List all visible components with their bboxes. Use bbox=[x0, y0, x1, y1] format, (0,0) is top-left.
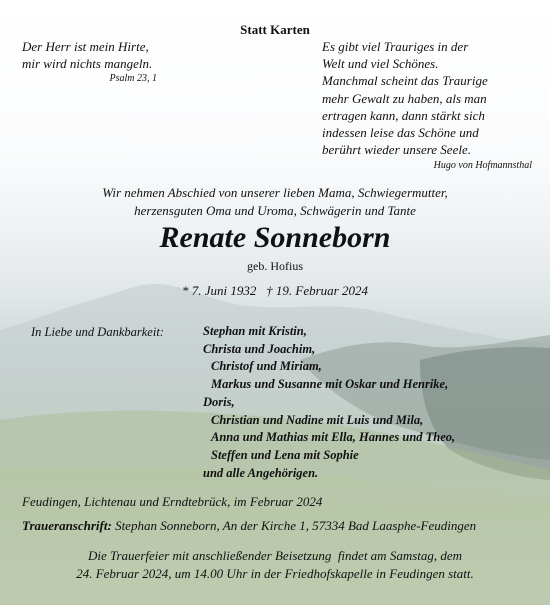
address-label: Traueranschrift: bbox=[22, 518, 112, 533]
mourners-list bbox=[203, 323, 455, 482]
intro-line: Wir nehmen Abschied von unserer lieben Mama, Schwiegermutter, bbox=[102, 185, 448, 200]
life-dates: * 7. Juni 1932 † 19. Februar 2024 bbox=[182, 283, 368, 298]
funeral-line: Die Trauerfeier mit anschließender Beisetzung findet am Samstag, dem bbox=[87, 548, 463, 563]
quote-line: Manchmal scheint das Traurige bbox=[322, 73, 488, 89]
mourner-line: Steffen und Lena mit Sophie bbox=[211, 447, 359, 462]
farewell-intro bbox=[0, 184, 550, 219]
funeral-line: 24. Februar 2024, um 14.00 Uhr in der Friedhofskapelle in Feudingen statt. bbox=[76, 565, 474, 581]
psalm-reference: Psalm 23, 1 bbox=[109, 73, 157, 84]
quote-author: Hugo von Hofmannsthal bbox=[433, 160, 532, 172]
header-statt-karten: Statt Karten bbox=[240, 22, 310, 37]
mourning-address bbox=[22, 518, 476, 534]
psalm-line: mir wird nichts mangeln. bbox=[22, 56, 153, 71]
intro-line: herzensguten Oma und Uroma, Schwägerin und Tante bbox=[134, 202, 416, 218]
quote-line: mehr Gewalt zu haben, als man bbox=[322, 90, 487, 106]
quote-line: ertragen kann, dann stärkt sich bbox=[322, 107, 485, 123]
mourner-line: Stephan mit Kristin, bbox=[203, 324, 307, 338]
mourner-line: und alle Angehörigen. bbox=[203, 465, 319, 480]
mourner-line: Anna und Mathias mit Ella, Hannes und Theo, bbox=[211, 430, 456, 445]
quote-line: berührt wieder unsere Seele. bbox=[322, 142, 471, 158]
mourner-line: Christof und Miriam, bbox=[211, 359, 322, 374]
mourner-line: Christa und Joachim, bbox=[203, 341, 316, 356]
mourner-line: Christian und Nadine mit Luis und Mila, bbox=[211, 412, 424, 427]
deceased-name: Renate Sonneborn bbox=[159, 221, 391, 254]
mourner-line: Doris, bbox=[203, 394, 235, 409]
birth-name: geb. Hofius bbox=[247, 259, 303, 273]
mourners-label: In Liebe und Dankbarkeit: bbox=[31, 325, 164, 339]
psalm-line: Der Herr ist mein Hirte, bbox=[22, 39, 149, 54]
poem-quote bbox=[322, 38, 532, 173]
psalm-verse bbox=[22, 38, 182, 85]
funeral-notice bbox=[0, 547, 550, 582]
quote-line: indessen leise das Schöne und bbox=[322, 125, 479, 141]
place-and-date: Feudingen, Lichtenau und Erndtebrück, im Februar 2024 bbox=[22, 494, 323, 509]
quote-line: Welt und viel Schönes. bbox=[322, 56, 439, 72]
quote-line: Es gibt viel Trauriges in der bbox=[322, 39, 469, 54]
address-value: Stephan Sonneborn, An der Kirche 1, 57334 Bad Laasphe-Feudingen bbox=[111, 518, 477, 533]
mourner-line: Markus und Susanne mit Oskar und Henrike, bbox=[211, 377, 449, 392]
